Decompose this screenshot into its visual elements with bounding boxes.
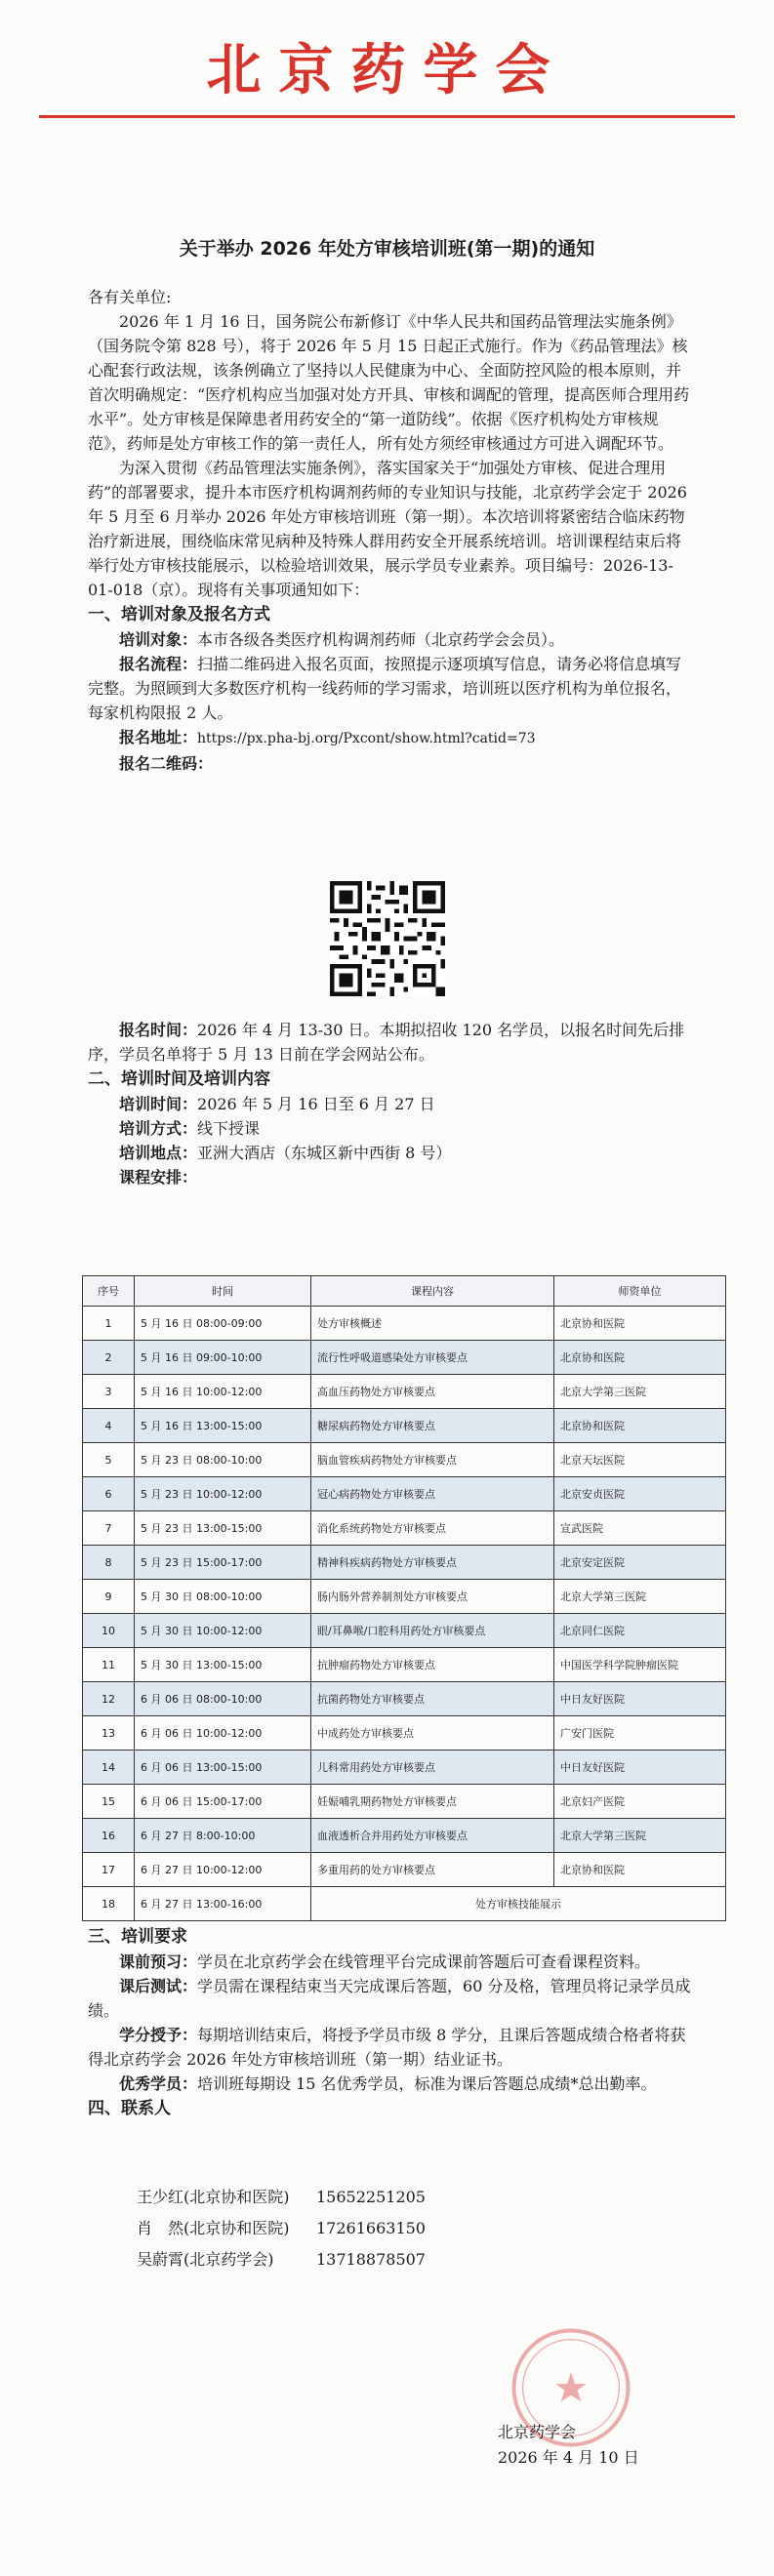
cell-no: 6 xyxy=(83,1477,135,1511)
url-label: 报名地址： xyxy=(119,728,198,746)
table-row xyxy=(83,1819,726,1853)
target-text: 本市各级各类医疗机构调剂药师（北京药学会会员）。 xyxy=(197,630,565,649)
table-row xyxy=(83,1580,726,1614)
cell-instructor: 北京协和医院 xyxy=(554,1853,726,1887)
letterhead-rule xyxy=(39,115,735,118)
signature-block xyxy=(498,2420,639,2471)
target-item xyxy=(88,627,693,652)
cell-instructor: 北京安定医院 xyxy=(554,1546,726,1580)
intro-paragraph-2: 为深入贯彻《药品管理法实施条例》，落实国家关于“加强处方审核、促进合理用药”的部署要求，提升本市医疗机构调剂药师的专业知识与技能，北京药学会定于 2026 年 5 月至 6 月举办 2026 年处方审核培训班（第一期）。本次培训将紧密结合临床药物治疗新进展，围绕临床常见病种及特殊人群用药安全开展系统培训。培训课程结束后将举行处方审核技能展示，以检验培训效果，展示学员专业素养。项目编号：2026-13-01-018（京）。现将有关事项通知如下： xyxy=(88,459,687,599)
url-item xyxy=(88,725,693,751)
table-row xyxy=(83,1511,726,1546)
cell-instructor: 中日友好医院 xyxy=(554,1751,726,1785)
schedule-body xyxy=(83,1307,726,1921)
cell-content: 儿科常用药处方审核要点 xyxy=(311,1751,554,1785)
cell-no: 14 xyxy=(83,1751,135,1785)
column-header-instructor: 师资单位 xyxy=(554,1276,726,1307)
test-text: 学员需在课程结束当天完成课后答题，60 分及格，管理员将记录学员成绩。 xyxy=(88,1977,691,2020)
training-mode-text: 线下授课 xyxy=(197,1119,261,1138)
cell-no: 7 xyxy=(83,1511,135,1546)
section-block-3-4 xyxy=(88,1924,693,2121)
table-row xyxy=(83,1341,726,1375)
training-time-item xyxy=(88,1092,693,1116)
registration-link[interactable]: https://px.pha-bj.org/Pxcont/show.html?catid=73 xyxy=(197,731,536,746)
excellent-label: 优秀学员： xyxy=(119,2074,198,2093)
cell-content: 冠心病药物处方审核要点 xyxy=(311,1477,554,1511)
intro-paragraph-1: 2026 年 1 月 16 日，国务院公布新修订《中华人民共和国药品管理法实施条例》（国务院令第 828 号），将于 2026 年 5 月 15 日起正式施行。作为《药品管理法》核心配套行政法规，该条例确立了坚持以人民健康为中心、全面防控风险的根本原则，并首次明确规定：“医疗机构应当加强对处方开具、审核和调配的管理，提高医师合理用药水平”。处方审核是保障患者用药安全的“第一道防线”。依据《医疗机构处方审核规范》，药师是处方审核工作的第一责任人，所有处方须经审核通过方可进入调配环节。 xyxy=(88,312,690,453)
cell-no: 10 xyxy=(83,1614,135,1648)
contact-name: 肖 然(北京协和医院) xyxy=(137,2219,290,2237)
process-item xyxy=(88,652,693,725)
cell-time: 5 月 16 日 10:00-12:00 xyxy=(135,1375,311,1409)
table-row xyxy=(83,1887,726,1921)
cell-content: 糖尿病药物处方审核要点 xyxy=(311,1409,554,1443)
test-item xyxy=(88,1974,693,2023)
cell-content: 多重用药的处方审核要点 xyxy=(311,1853,554,1887)
qr-item xyxy=(88,751,693,776)
cell-no: 3 xyxy=(83,1375,135,1409)
cell-instructor: 北京大学第三医院 xyxy=(554,1580,726,1614)
cell-content: 脑血管疾病药物处方审核要点 xyxy=(311,1443,554,1477)
cell-content: 高血压药物处方审核要点 xyxy=(311,1375,554,1409)
training-time-label: 培训时间： xyxy=(119,1095,198,1113)
cell-content: 中成药处方审核要点 xyxy=(311,1716,554,1751)
preview-label: 课前预习： xyxy=(119,1952,198,1971)
contact-list xyxy=(137,2182,426,2275)
training-time-text: 2026 年 5 月 16 日至 6 月 27 日 xyxy=(197,1095,435,1113)
cell-content: 妊娠哺乳期药物处方审核要点 xyxy=(311,1785,554,1819)
cell-time: 6 月 27 日 8:00-10:00 xyxy=(135,1819,311,1853)
cell-instructor: 中日友好医院 xyxy=(554,1682,726,1716)
training-mode-label: 培训方式： xyxy=(119,1119,198,1138)
cell-time: 5 月 23 日 15:00-17:00 xyxy=(135,1546,311,1580)
registration-time-text: 2026 年 4 月 13-30 日。本期拟招收 120 名学员，以报名时间先后排序，学员名单将于 5 月 13 日前在学会网站公布。 xyxy=(88,1021,685,1064)
section2-heading: 二、培训时间及培训内容 xyxy=(88,1069,270,1089)
column-header-time: 时间 xyxy=(135,1276,311,1307)
table-row xyxy=(83,1716,726,1751)
salutation: 各有关单位: xyxy=(88,288,172,306)
training-place-label: 培训地点： xyxy=(119,1144,198,1162)
excellent-item xyxy=(88,2072,693,2096)
cell-content: 处方审核概述 xyxy=(311,1307,554,1341)
contact-phone[interactable]: 13718878507 xyxy=(316,2250,426,2269)
table-row xyxy=(83,1477,726,1511)
cell-no: 8 xyxy=(83,1546,135,1580)
cell-time: 6 月 06 日 13:00-15:00 xyxy=(135,1751,311,1785)
cell-content: 眼/耳鼻喉/口腔科用药处方审核要点 xyxy=(311,1614,554,1648)
credit-item xyxy=(88,2023,693,2072)
cell-time: 5 月 30 日 13:00-15:00 xyxy=(135,1648,311,1682)
cell-time: 5 月 23 日 10:00-12:00 xyxy=(135,1477,311,1511)
test-label: 课后测试： xyxy=(119,1977,198,1995)
schedule-item xyxy=(88,1165,693,1189)
column-header-no: 序号 xyxy=(83,1276,135,1307)
cell-no: 17 xyxy=(83,1853,135,1887)
table-row xyxy=(83,1443,726,1477)
cell-time: 6 月 06 日 08:00-10:00 xyxy=(135,1682,311,1716)
cell-instructor: 北京妇产医院 xyxy=(554,1785,726,1819)
cell-content: 精神科疾病药物处方审核要点 xyxy=(311,1546,554,1580)
contact-name: 王少红(北京协和医院) xyxy=(137,2188,290,2206)
cell-no: 5 xyxy=(83,1443,135,1477)
table-row xyxy=(83,1375,726,1409)
cell-no: 18 xyxy=(83,1887,135,1921)
cell-instructor: 北京天坛医院 xyxy=(554,1443,726,1477)
cell-time: 5 月 16 日 08:00-09:00 xyxy=(135,1307,311,1341)
cell-time: 6 月 27 日 10:00-12:00 xyxy=(135,1853,311,1887)
table-row xyxy=(83,1546,726,1580)
cell-time: 5 月 23 日 13:00-15:00 xyxy=(135,1511,311,1546)
process-label: 报名流程： xyxy=(119,655,198,673)
table-row xyxy=(83,1751,726,1785)
contact-phone[interactable]: 17261663150 xyxy=(316,2219,426,2237)
cell-content: 抗肿瘤药物处方审核要点 xyxy=(311,1648,554,1682)
target-label: 培训对象： xyxy=(119,630,198,649)
cell-instructor: 北京协和医院 xyxy=(554,1341,726,1375)
contact-row xyxy=(137,2244,426,2275)
cell-no: 11 xyxy=(83,1648,135,1682)
table-header-row xyxy=(83,1276,726,1307)
signature-org: 北京药学会 xyxy=(498,2423,577,2441)
cell-instructor: 北京同仁医院 xyxy=(554,1614,726,1648)
preview-item xyxy=(88,1950,693,1974)
cell-instructor: 北京大学第三医院 xyxy=(554,1375,726,1409)
cell-time: 5 月 16 日 09:00-10:00 xyxy=(135,1341,311,1375)
table-row xyxy=(83,1409,726,1443)
cell-content: 抗菌药物处方审核要点 xyxy=(311,1682,554,1716)
excellent-text: 培训班每期设 15 名优秀学员，标准为课后答题总成绩*总出勤率。 xyxy=(197,2074,657,2093)
process-text: 扫描二维码进入报名页面，按照提示逐项填写信息，请务必将信息填写完整。为照顾到大多数医疗机构一线药师的学习需求，培训班以医疗机构为单位报名，每家机构限报 2 人。 xyxy=(88,655,682,722)
section1-heading: 一、培训对象及报名方式 xyxy=(88,605,270,624)
contact-row xyxy=(137,2182,426,2213)
cell-time: 6 月 06 日 10:00-12:00 xyxy=(135,1716,311,1751)
training-mode-item xyxy=(88,1116,693,1141)
cell-no: 12 xyxy=(83,1682,135,1716)
schedule-label: 课程安排： xyxy=(119,1168,198,1187)
credit-label: 学分授予： xyxy=(119,2026,198,2044)
cell-time: 5 月 16 日 13:00-15:00 xyxy=(135,1409,311,1443)
qr-label: 报名二维码： xyxy=(119,754,214,773)
cell-content: 消化系统药物处方审核要点 xyxy=(311,1511,554,1546)
credit-text: 每期培训结束后，将授予学员市级 8 学分，且课后答题成绩合格者将获得北京药学会 2026 年处方审核培训班（第一期）结业证书。 xyxy=(88,2026,686,2069)
course-schedule-table xyxy=(82,1275,726,1921)
cell-content: 处方审核技能展示 xyxy=(311,1887,726,1921)
cell-no: 15 xyxy=(83,1785,135,1819)
cell-no: 4 xyxy=(83,1409,135,1443)
preview-text: 学员在北京药学会在线管理平台完成课前答题后可查看课程资料。 xyxy=(197,1952,651,1971)
training-place-text: 亚洲大酒店（东城区新中西街 8 号） xyxy=(197,1144,452,1162)
cell-instructor: 北京大学第三医院 xyxy=(554,1819,726,1853)
cell-no: 2 xyxy=(83,1341,135,1375)
table-row xyxy=(83,1307,726,1341)
cell-content: 流行性呼吸道感染处方审核要点 xyxy=(311,1341,554,1375)
cell-instructor: 中国医学科学院肿瘤医院 xyxy=(554,1648,726,1682)
cell-instructor: 北京协和医院 xyxy=(554,1307,726,1341)
table-row xyxy=(83,1785,726,1819)
signature-date: 2026 年 4 月 10 日 xyxy=(498,2448,639,2467)
section-block-1-2 xyxy=(88,1018,693,1189)
training-place-item xyxy=(88,1141,693,1165)
registration-time-item xyxy=(88,1018,693,1067)
cell-no: 1 xyxy=(83,1307,135,1341)
cell-time: 5 月 30 日 08:00-10:00 xyxy=(135,1580,311,1614)
registration-qr-code[interactable] xyxy=(330,881,445,996)
cell-instructor: 北京安贞医院 xyxy=(554,1477,726,1511)
document-title: 关于举办 2026 年处方审核培训班(第一期)的通知 xyxy=(179,238,595,260)
org-letterhead: 北京药学会 xyxy=(206,39,568,102)
cell-no: 16 xyxy=(83,1819,135,1853)
section3-heading: 三、培训要求 xyxy=(88,1927,187,1947)
cell-no: 13 xyxy=(83,1716,135,1751)
cell-time: 5 月 23 日 08:00-10:00 xyxy=(135,1443,311,1477)
cell-time: 6 月 27 日 13:00-16:00 xyxy=(135,1887,311,1921)
contact-name: 吴蔚霄(北京药学会) xyxy=(137,2250,274,2269)
cell-time: 5 月 30 日 10:00-12:00 xyxy=(135,1614,311,1648)
cell-instructor: 广安门医院 xyxy=(554,1716,726,1751)
qr-code-icon xyxy=(330,881,445,996)
cell-content: 血液透析合并用药处方审核要点 xyxy=(311,1819,554,1853)
contact-row xyxy=(137,2213,426,2244)
table-row xyxy=(83,1853,726,1887)
cell-no: 9 xyxy=(83,1580,135,1614)
cell-content: 肠内肠外营养制剂处方审核要点 xyxy=(311,1580,554,1614)
cell-instructor: 北京协和医院 xyxy=(554,1409,726,1443)
table-row xyxy=(83,1682,726,1716)
table-row xyxy=(83,1648,726,1682)
contact-phone[interactable]: 15652251205 xyxy=(316,2188,426,2206)
section4-heading: 四、联系人 xyxy=(88,2099,171,2118)
table-row xyxy=(83,1614,726,1648)
registration-time-label: 报名时间： xyxy=(119,1021,198,1039)
column-header-content: 课程内容 xyxy=(311,1276,554,1307)
intro-block xyxy=(88,285,693,776)
cell-instructor: 宣武医院 xyxy=(554,1511,726,1546)
cell-time: 6 月 06 日 15:00-17:00 xyxy=(135,1785,311,1819)
